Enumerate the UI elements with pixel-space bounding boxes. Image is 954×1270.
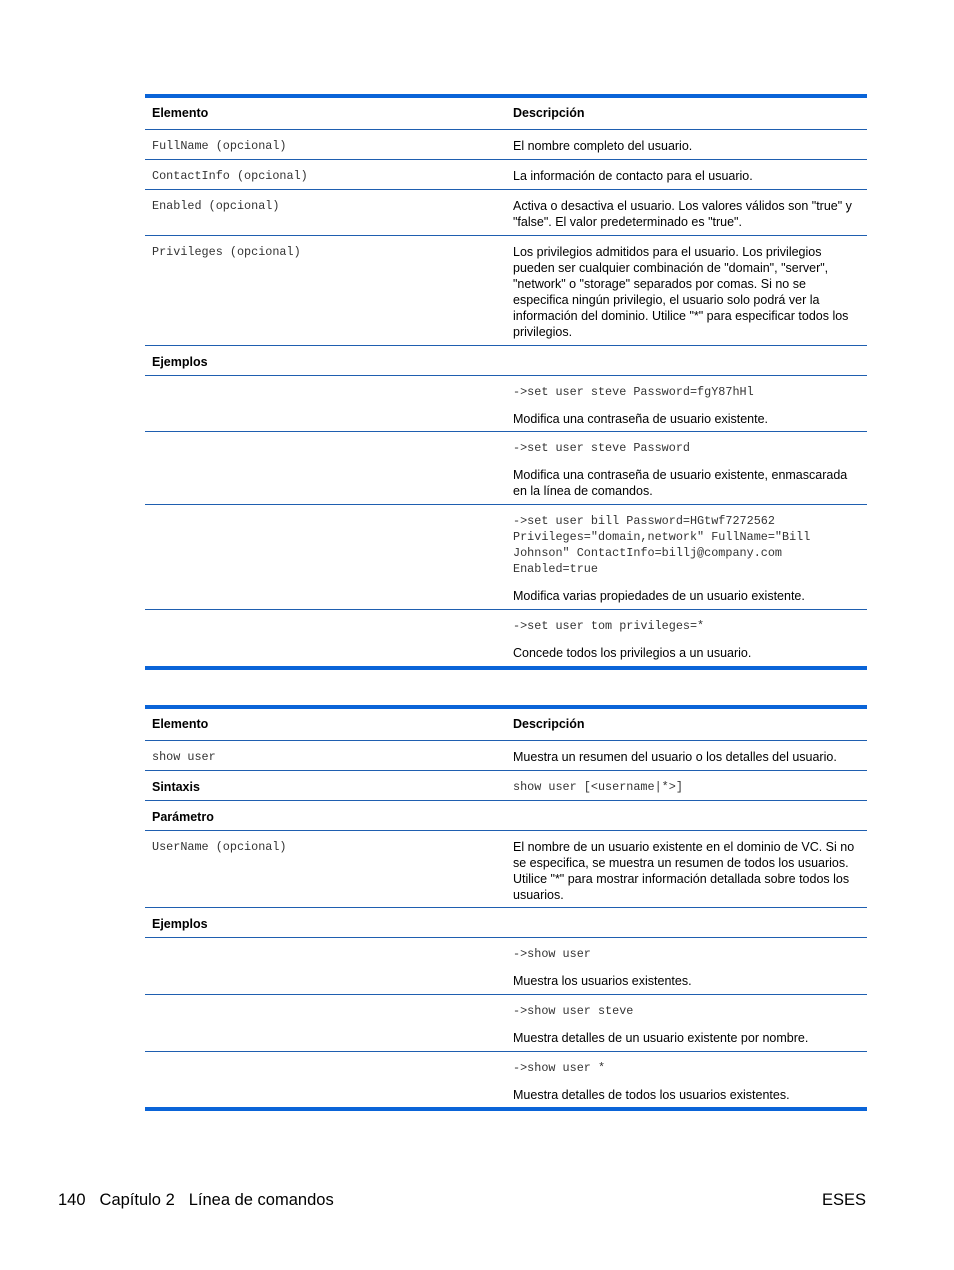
parameter-header-row <box>145 800 867 830</box>
locale-code: ESES <box>821 1191 866 1209</box>
param-contactinfo: ContactInfo (opcional) <box>152 168 308 183</box>
table-row <box>145 830 867 907</box>
example-command: ->set user bill Password=HGtwf7272562 Privileges="domain,network" FullName="Bill Johnson" ContactInfo=billj@company.com Enabled=true <box>513 513 811 576</box>
example-row <box>145 375 867 431</box>
example-description: Muestra los usuarios existentes. <box>513 973 692 988</box>
example-description: Modifica una contraseña de usuario existente. <box>513 411 769 426</box>
example-description: Muestra detalles de todos los usuarios existentes. <box>513 1087 790 1102</box>
example-row <box>145 431 867 504</box>
table-row <box>145 189 867 235</box>
table-row <box>145 159 867 189</box>
example-command: ->show user steve <box>513 1003 634 1018</box>
example-description: Muestra detalles de un usuario existente por nombre. <box>513 1030 809 1045</box>
table-header-row <box>145 96 867 129</box>
page-footer-left <box>58 1191 334 1210</box>
examples-header-row <box>145 345 867 375</box>
example-row <box>145 1051 867 1109</box>
example-description: Modifica una contraseña de usuario existente, enmascarada en la línea de comandos. <box>513 467 848 498</box>
example-row <box>145 937 867 994</box>
chapter-title: Línea de comandos <box>188 1191 334 1209</box>
show-user-table <box>145 705 867 1111</box>
examples-label: Ejemplos <box>152 354 208 369</box>
table-row <box>145 235 867 345</box>
parameter-label: Parámetro <box>152 809 214 824</box>
examples-label: Ejemplos <box>152 916 208 931</box>
example-command: ->show user * <box>513 1060 606 1075</box>
param-contactinfo-desc: La información de contacto para el usuario. <box>513 168 753 183</box>
param-fullname-desc: El nombre completo del usuario. <box>513 138 693 153</box>
example-row <box>145 504 867 609</box>
example-command: ->show user <box>513 946 591 961</box>
example-command: ->set user tom privileges=* <box>513 618 705 633</box>
param-privileges-desc: Los privilegios admitidos para el usuario. Los privilegios pueden ser cualquier combinación de "domain", "server", "network" o "storage" separados por comas. Si no se especifica ningún privilegio, el usuario solo podrá ver la información del dominio. Utilice "*" para especificar todos los privilegios. <box>513 244 849 339</box>
header-elemento: Elemento <box>152 717 209 731</box>
page-number: 140 <box>58 1191 86 1209</box>
set-user-table <box>145 94 867 670</box>
param-privileges: Privileges (opcional) <box>152 244 301 259</box>
syntax-label: Sintaxis <box>152 779 200 794</box>
param-enabled: Enabled (opcional) <box>152 198 280 213</box>
example-command: ->set user steve Password <box>513 440 690 455</box>
header-elemento: Elemento <box>152 106 209 120</box>
param-username: UserName (opcional) <box>152 839 287 854</box>
example-description: Modifica varias propiedades de un usuario existente. <box>513 588 805 603</box>
param-username-desc: El nombre de un usuario existente en el dominio de VC. Si no se especifica, se muestra un resumen de todos los usuarios. Utilice "*" para mostrar información detallada sobre todos los usuarios. <box>513 839 855 902</box>
example-description: Concede todos los privilegios a un usuario. <box>513 645 752 660</box>
header-descripcion: Descripción <box>513 717 585 731</box>
examples-header-row <box>145 907 867 937</box>
param-enabled-desc: Activa o desactiva el usuario. Los valores válidos son "true" y "false". El valor predeterminado es "true". <box>513 198 852 229</box>
example-row <box>145 994 867 1051</box>
chapter-label: Capítulo 2 <box>99 1191 175 1209</box>
table-header-row <box>145 707 867 740</box>
syntax-row <box>145 770 867 800</box>
command-description: Muestra un resumen del usuario o los detalles del usuario. <box>513 749 837 764</box>
header-descripcion: Descripción <box>513 106 585 120</box>
syntax-value: show user [<username|*>] <box>513 779 683 794</box>
example-row <box>145 609 867 668</box>
table-row <box>145 740 867 770</box>
param-fullname: FullName (opcional) <box>152 138 287 153</box>
command-name: show user <box>152 749 216 764</box>
example-command: ->set user steve Password=fgY87hHl <box>513 384 754 399</box>
table-row <box>145 129 867 159</box>
